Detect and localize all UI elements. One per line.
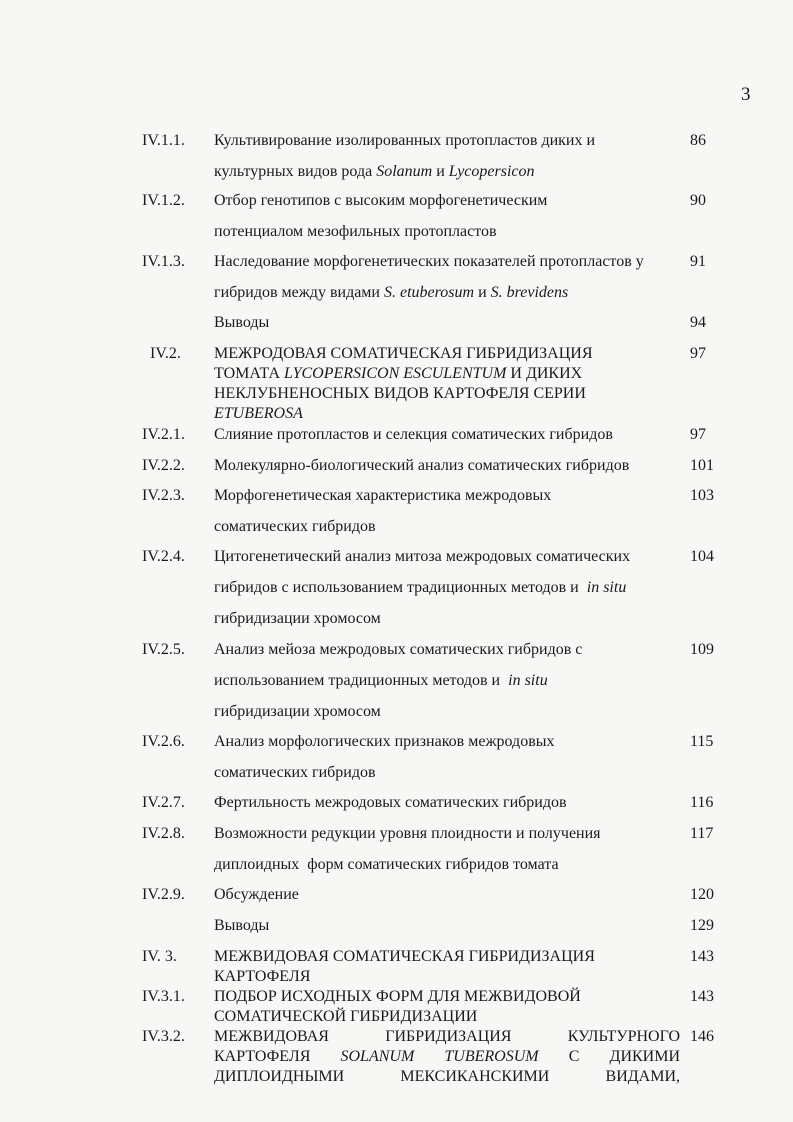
page-number: 3 xyxy=(741,84,751,105)
toc-entry-title: МЕЖВИДОВАЯ ГИБРИДИЗАЦИЯ КУЛЬТУРНОГО КАРТОФЕЛЯ SOLANUM TUBEROSUM С ДИКИМИ ДИПЛОИДНЫМИ МЕКСИКАНСКИМИ ВИДАМИ, xyxy=(214,1028,681,1085)
toc-entry-page: 97 xyxy=(690,345,706,362)
toc-entry-title: ПОДБОР ИСХОДНЫХ ФОРМ ДЛЯ МЕЖВИДОВОЙ СОМАТИЧЕСКОЙ ГИБРИДИЗАЦИИ xyxy=(214,988,581,1025)
toc-entry-number: IV.2.7. xyxy=(142,794,185,811)
toc-entry-page: 101 xyxy=(690,457,714,474)
toc-entry-number: IV.3.2. xyxy=(142,1028,185,1045)
toc-entry-number: IV.2.3. xyxy=(142,487,185,504)
toc-entry-title: Культивирование изолированных протопластов диких и культурных видов рода Solanum и Lycopersicon xyxy=(214,132,596,180)
toc-entry-title: Выводы xyxy=(214,314,270,331)
toc-entry-title: Морфогенетическая характеристика межродовых соматических гибридов xyxy=(214,487,552,535)
toc-entry-page: 115 xyxy=(690,733,714,750)
toc-entry-number: IV.2.6. xyxy=(142,733,185,750)
toc-entry-number: IV.2.2. xyxy=(142,457,185,474)
toc-entry-title: МЕЖРОДОВАЯ СОМАТИЧЕСКАЯ ГИБРИДИЗАЦИЯ ТОМАТА LYCOPERSICON ESCULENTUM И ДИКИХ НЕКЛУБНЕНОСНЫХ ВИДОВ КАРТОФЕЛЯ СЕРИИ ETUBEROSA xyxy=(214,345,593,422)
toc-entry-page: 86 xyxy=(690,132,706,149)
toc-entry-title: Отбор генотипов с высоким морфогенетическим потенциалом мезофильных протопластов xyxy=(214,192,548,240)
toc-entry-number: IV. 3. xyxy=(142,948,177,965)
toc-entry-page: 129 xyxy=(690,917,714,934)
toc-entry-title: МЕЖВИДОВАЯ СОМАТИЧЕСКАЯ ГИБРИДИЗАЦИЯ КАРТОФЕЛЯ xyxy=(214,948,595,985)
toc-entry-number: IV.1.3. xyxy=(142,253,185,270)
toc-entry-page: 104 xyxy=(690,548,714,565)
toc-entry-number: IV.1.1. xyxy=(142,132,185,149)
toc-entry-page: 143 xyxy=(690,948,714,965)
toc-entry-title: Анализ морфологических признаков межродовых соматических гибридов xyxy=(214,733,555,781)
toc-entry-title: Возможности редукции уровня плоидности и получения диплоидных форм соматических гибридов томата xyxy=(214,825,601,873)
toc-entry-page: 97 xyxy=(690,426,706,443)
toc-entry-number: IV.2.4. xyxy=(142,548,185,565)
toc-entry-number: IV.3.1. xyxy=(142,988,185,1005)
toc-entry-number: IV.2. xyxy=(150,345,181,362)
toc-entry-title: Молекулярно-биологический анализ соматических гибридов xyxy=(214,457,630,474)
toc-entry-title: Слияние протопластов и селекция соматических гибридов xyxy=(214,426,613,443)
toc-entry-page: 91 xyxy=(690,253,706,270)
toc-entry-number: IV.2.1. xyxy=(142,426,185,443)
toc-entry-title: Цитогенетический анализ митоза межродовых соматических гибридов с использованием традиционных методов и in situ гибридизации хромосом xyxy=(214,548,631,627)
toc-entry-page: 120 xyxy=(690,886,714,903)
toc-entry-number: IV.2.9. xyxy=(142,886,185,903)
toc-entry-title: Обсуждение xyxy=(214,886,299,903)
toc-entry-title: Анализ мейоза межродовых соматических гибридов с использованием традиционных методов и in situ гибридизации хромосом xyxy=(214,641,583,720)
toc-entry-page: 109 xyxy=(690,641,714,658)
toc-entry-number: IV.2.5. xyxy=(142,641,185,658)
toc-entry-title: Наследование морфогенетических показателей протопластов у гибридов между видами S. etuberosum и S. brevidens xyxy=(214,253,644,301)
toc-entry-page: 116 xyxy=(690,794,714,811)
toc-entry-number: IV.2.8. xyxy=(142,825,185,842)
toc-entry-page: 146 xyxy=(690,1028,714,1045)
toc-entry-title: Выводы xyxy=(214,917,270,934)
toc-entry-page: 117 xyxy=(690,825,714,842)
toc-entry-page: 90 xyxy=(690,192,706,209)
toc-entry-page: 94 xyxy=(690,314,706,331)
toc-entry-page: 143 xyxy=(690,988,714,1005)
toc-entry-page: 103 xyxy=(690,487,714,504)
toc-entry-title: Фертильность межродовых соматических гибридов xyxy=(214,794,567,811)
toc-entry-number: IV.1.2. xyxy=(142,192,185,209)
